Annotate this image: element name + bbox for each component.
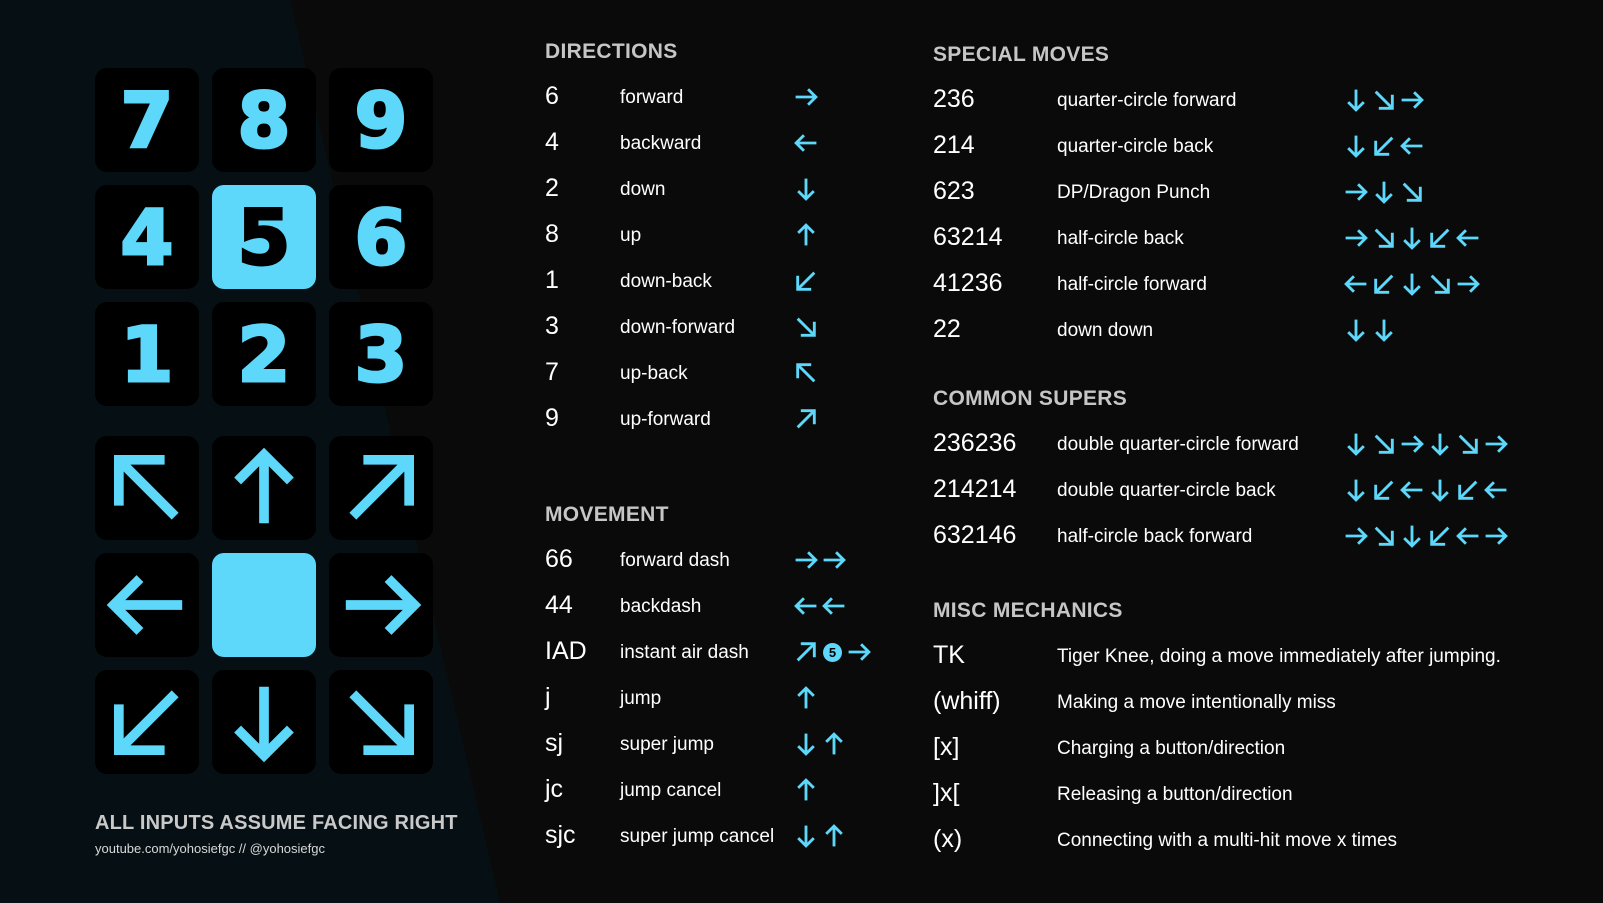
arrow-left-icon bbox=[793, 593, 819, 619]
notation-description: jump bbox=[620, 688, 662, 709]
notation-code: 8 bbox=[545, 220, 559, 248]
notation-row bbox=[545, 631, 837, 677]
section-title: MISC MECHANICS bbox=[933, 599, 1123, 622]
special-moves-section bbox=[933, 43, 1237, 355]
notation-row bbox=[545, 398, 711, 444]
notation-description: forward bbox=[620, 87, 684, 108]
section-title: SPECIAL MOVES bbox=[933, 43, 1110, 66]
notation-code: 214 bbox=[933, 131, 975, 159]
notation-description: Charging a button/direction bbox=[1057, 738, 1286, 759]
arrow-up-right-icon bbox=[793, 406, 819, 432]
numpad-key-6: 6 bbox=[329, 185, 433, 289]
notation-row bbox=[933, 125, 1214, 171]
arrow-left-icon bbox=[1455, 523, 1481, 549]
arrow-up-icon bbox=[821, 823, 847, 849]
notation-row bbox=[933, 727, 1286, 773]
notation-row bbox=[933, 819, 1398, 865]
social-handles: youtube.com/yohosiefgc // @yohosiefgc bbox=[95, 841, 325, 856]
input-arrows bbox=[793, 639, 872, 665]
notation-description: down down bbox=[1057, 320, 1154, 341]
notation-description: super jump cancel bbox=[620, 826, 775, 847]
notation-row bbox=[545, 723, 714, 769]
notation-list bbox=[545, 76, 736, 444]
arrow-down-left-icon bbox=[1371, 133, 1397, 159]
arrow-right-icon bbox=[793, 84, 819, 110]
notation-code: ]x[ bbox=[933, 779, 960, 807]
arrow-down-left-icon bbox=[793, 268, 819, 294]
notation-description: up-back bbox=[620, 363, 688, 384]
arrow-down-left-icon bbox=[1427, 523, 1453, 549]
arrow-down-icon bbox=[1371, 179, 1397, 205]
notation-row bbox=[933, 79, 1237, 125]
notation-description: quarter-circle back bbox=[1057, 136, 1214, 157]
notation-description: half-circle back forward bbox=[1057, 526, 1253, 547]
numpad-key-7: 7 bbox=[95, 68, 199, 172]
notation-description: double quarter-circle back bbox=[1057, 480, 1276, 501]
input-arrows bbox=[793, 176, 819, 202]
notation-code: 2 bbox=[545, 174, 559, 202]
arrow-down-right-icon bbox=[1371, 87, 1397, 113]
input-arrows bbox=[1343, 523, 1509, 549]
arrow-down-icon bbox=[1343, 477, 1369, 503]
numpad-key-2: 2 bbox=[212, 302, 316, 406]
notation-code: 22 bbox=[933, 315, 961, 343]
arrow-left-icon bbox=[1343, 271, 1369, 297]
notation-row bbox=[933, 171, 1211, 217]
notation-description: down-forward bbox=[620, 317, 736, 338]
arrow-down-icon bbox=[1399, 225, 1425, 251]
arrow-down-left-icon bbox=[1455, 477, 1481, 503]
arrow-right-icon bbox=[1455, 271, 1481, 297]
arrow-up-left-icon bbox=[95, 436, 199, 540]
notation-description: backward bbox=[620, 133, 702, 154]
arrow-down-icon bbox=[1343, 317, 1369, 343]
misc-mechanics-section bbox=[933, 599, 1501, 865]
notation-row bbox=[933, 263, 1207, 309]
notation-description: instant air dash bbox=[620, 642, 749, 663]
numpad-key-8: 8 bbox=[212, 68, 316, 172]
arrow-left-icon bbox=[821, 593, 847, 619]
notation-description: super jump bbox=[620, 734, 714, 755]
notation-code: sjc bbox=[545, 821, 576, 849]
arrow-down-right-icon bbox=[1371, 431, 1397, 457]
input-arrows bbox=[1343, 431, 1509, 457]
notation-description: down-back bbox=[620, 271, 712, 292]
notation-list bbox=[933, 423, 1299, 561]
notation-code: (whiff) bbox=[933, 687, 1001, 715]
notation-code: 236 bbox=[933, 85, 975, 113]
notation-code: j bbox=[545, 683, 551, 711]
notation-description: DP/Dragon Punch bbox=[1057, 182, 1211, 203]
notation-code: 4 bbox=[545, 128, 559, 156]
notation-description: Connecting with a multi-hit move x times bbox=[1057, 830, 1398, 851]
notation-description: down bbox=[620, 179, 666, 200]
notation-row bbox=[545, 769, 722, 815]
input-arrows bbox=[793, 406, 819, 432]
arrow-right-icon bbox=[329, 553, 433, 657]
notation-description: double quarter-circle forward bbox=[1057, 434, 1299, 455]
notation-code: 236236 bbox=[933, 429, 1017, 457]
notation-row bbox=[933, 309, 1154, 355]
arrow-left-icon bbox=[1399, 133, 1425, 159]
notation-row bbox=[933, 681, 1336, 727]
arrow-right-icon bbox=[821, 547, 847, 573]
notation-description: Tiger Knee, doing a move immediately after jumping. bbox=[1057, 646, 1501, 667]
notation-row bbox=[545, 306, 736, 352]
notation-row bbox=[545, 260, 712, 306]
arrow-right-icon bbox=[1399, 431, 1425, 457]
arrow-down-right-icon bbox=[793, 314, 819, 340]
numpad-key-5: 5 bbox=[212, 185, 316, 289]
notation-row bbox=[933, 423, 1299, 469]
arrow-right-icon bbox=[1483, 523, 1509, 549]
neutral-circle-icon: 5 bbox=[823, 643, 842, 662]
movement-section bbox=[545, 503, 837, 861]
section-title: DIRECTIONS bbox=[545, 40, 678, 63]
numpad-grid bbox=[95, 68, 433, 406]
arrow-up-icon bbox=[793, 222, 819, 248]
arrow-up-icon bbox=[821, 731, 847, 757]
input-arrows bbox=[793, 685, 819, 711]
arrow-up-icon bbox=[793, 777, 819, 803]
input-arrows bbox=[793, 593, 847, 619]
arrow-up-right-icon bbox=[329, 436, 433, 540]
notation-row bbox=[545, 122, 702, 168]
input-arrows bbox=[1343, 179, 1425, 205]
notation-description: up bbox=[620, 225, 642, 246]
notation-code: 6 bbox=[545, 82, 559, 110]
arrow-up-icon bbox=[212, 436, 316, 540]
notation-row bbox=[933, 773, 1293, 819]
notation-row bbox=[545, 76, 684, 122]
notation-code: 66 bbox=[545, 545, 573, 573]
facing-note: ALL INPUTS ASSUME FACING RIGHT bbox=[95, 812, 458, 834]
notation-code: 632146 bbox=[933, 521, 1017, 549]
notation-code: 1 bbox=[545, 266, 559, 294]
notation-code: 9 bbox=[545, 404, 559, 432]
arrow-down-right-icon bbox=[1427, 271, 1453, 297]
notation-description: forward dash bbox=[620, 550, 730, 571]
notation-code: (x) bbox=[933, 825, 963, 853]
notation-description: backdash bbox=[620, 596, 702, 617]
notation-row bbox=[545, 214, 678, 260]
notation-description: half-circle forward bbox=[1057, 274, 1207, 295]
arrow-right-icon bbox=[793, 547, 819, 573]
arrow-down-icon bbox=[1427, 477, 1453, 503]
notation-code: 214214 bbox=[933, 475, 1017, 503]
input-arrows bbox=[793, 268, 819, 294]
input-arrows bbox=[1343, 317, 1397, 343]
notation-row bbox=[545, 352, 688, 398]
input-arrows bbox=[793, 777, 819, 803]
arrow-left-icon bbox=[1399, 477, 1425, 503]
arrow-down-left-icon bbox=[1371, 477, 1397, 503]
arrow-up-icon bbox=[793, 685, 819, 711]
numpad-key-1: 1 bbox=[95, 302, 199, 406]
arrow-down-left-icon bbox=[1427, 225, 1453, 251]
arrow-right-icon bbox=[1343, 523, 1369, 549]
arrow-up-left-icon bbox=[793, 360, 819, 386]
input-arrows bbox=[793, 823, 847, 849]
arrow-down-icon bbox=[1371, 317, 1397, 343]
arrow-right-icon bbox=[846, 639, 872, 665]
notation-code: 44 bbox=[545, 591, 573, 619]
notation-row bbox=[545, 815, 775, 861]
notation-code: 3 bbox=[545, 312, 559, 340]
arrow-down-right-icon bbox=[1399, 179, 1425, 205]
notation-description: half-circle back bbox=[1057, 228, 1184, 249]
numpad-key-9: 9 bbox=[329, 68, 433, 172]
notation-description: up-forward bbox=[620, 409, 711, 430]
notation-code: sj bbox=[545, 729, 564, 757]
notation-row bbox=[545, 539, 730, 585]
notation-code: IAD bbox=[545, 637, 587, 665]
notation-code: 63214 bbox=[933, 223, 1003, 251]
notation-row bbox=[545, 585, 702, 631]
arrow-up-right-icon bbox=[793, 639, 819, 665]
arrow-down-right-icon bbox=[1455, 431, 1481, 457]
input-arrows bbox=[1343, 133, 1425, 159]
notation-code: TK bbox=[933, 641, 965, 669]
notation-code: 7 bbox=[545, 358, 559, 386]
notation-code: jc bbox=[545, 775, 564, 803]
section-title: COMMON SUPERS bbox=[933, 387, 1128, 410]
input-arrows bbox=[1343, 477, 1509, 503]
arrow-down-icon bbox=[1343, 87, 1369, 113]
arrow-left-icon bbox=[1455, 225, 1481, 251]
notation-row bbox=[545, 168, 678, 214]
section-title: MOVEMENT bbox=[545, 503, 669, 526]
input-arrows bbox=[793, 731, 847, 757]
arrow-down-right-icon bbox=[1371, 523, 1397, 549]
arrow-down-icon bbox=[1399, 271, 1425, 297]
notation-row bbox=[933, 469, 1276, 515]
notation-row bbox=[545, 677, 669, 723]
input-arrows bbox=[793, 84, 819, 110]
notation-row bbox=[933, 515, 1253, 561]
arrow-down-right-icon bbox=[329, 670, 433, 774]
arrow-down-icon bbox=[793, 823, 819, 849]
directions-section bbox=[545, 40, 736, 444]
input-arrows bbox=[793, 222, 819, 248]
arrow-down-icon bbox=[1343, 133, 1369, 159]
common-supers-section bbox=[933, 387, 1299, 561]
arrow-left-icon bbox=[793, 130, 819, 156]
arrow-left-icon bbox=[95, 553, 199, 657]
arrow-down-icon bbox=[793, 176, 819, 202]
notation-list bbox=[933, 79, 1237, 355]
notation-description: Making a move intentionally miss bbox=[1057, 692, 1336, 713]
input-arrows bbox=[793, 360, 819, 386]
numpad-key-3: 3 bbox=[329, 302, 433, 406]
arrow-down-icon bbox=[1427, 431, 1453, 457]
arrow-right-icon bbox=[1399, 87, 1425, 113]
arrow-down-icon bbox=[212, 670, 316, 774]
arrow-down-right-icon bbox=[1371, 225, 1397, 251]
notation-row bbox=[933, 217, 1184, 263]
arrow-down-left-icon bbox=[1371, 271, 1397, 297]
input-arrows bbox=[1343, 271, 1481, 297]
arrow-pad-grid bbox=[95, 436, 433, 774]
arrow-down-icon bbox=[793, 731, 819, 757]
numpad-key-4: 4 bbox=[95, 185, 199, 289]
notation-description: Releasing a button/direction bbox=[1057, 784, 1293, 805]
arrow-left-icon bbox=[1483, 477, 1509, 503]
arrow-right-icon bbox=[1483, 431, 1509, 457]
arrow-right-icon bbox=[1343, 179, 1369, 205]
notation-list bbox=[933, 635, 1501, 865]
input-arrows bbox=[1343, 87, 1425, 113]
notation-code: 41236 bbox=[933, 269, 1003, 297]
arrow-down-icon bbox=[1343, 431, 1369, 457]
notation-list bbox=[545, 539, 837, 861]
input-arrows bbox=[793, 130, 819, 156]
notation-description: jump cancel bbox=[620, 780, 722, 801]
neutral-square-icon bbox=[212, 553, 316, 657]
input-arrows bbox=[793, 547, 847, 573]
input-arrows bbox=[1343, 225, 1481, 251]
arrow-down-icon bbox=[1399, 523, 1425, 549]
notation-code: 623 bbox=[933, 177, 975, 205]
notation-row bbox=[933, 635, 1501, 681]
notation-description: quarter-circle forward bbox=[1057, 90, 1237, 111]
arrow-right-icon bbox=[1343, 225, 1369, 251]
input-arrows bbox=[793, 314, 819, 340]
arrow-down-left-icon bbox=[95, 670, 199, 774]
notation-code: [x] bbox=[933, 733, 960, 761]
